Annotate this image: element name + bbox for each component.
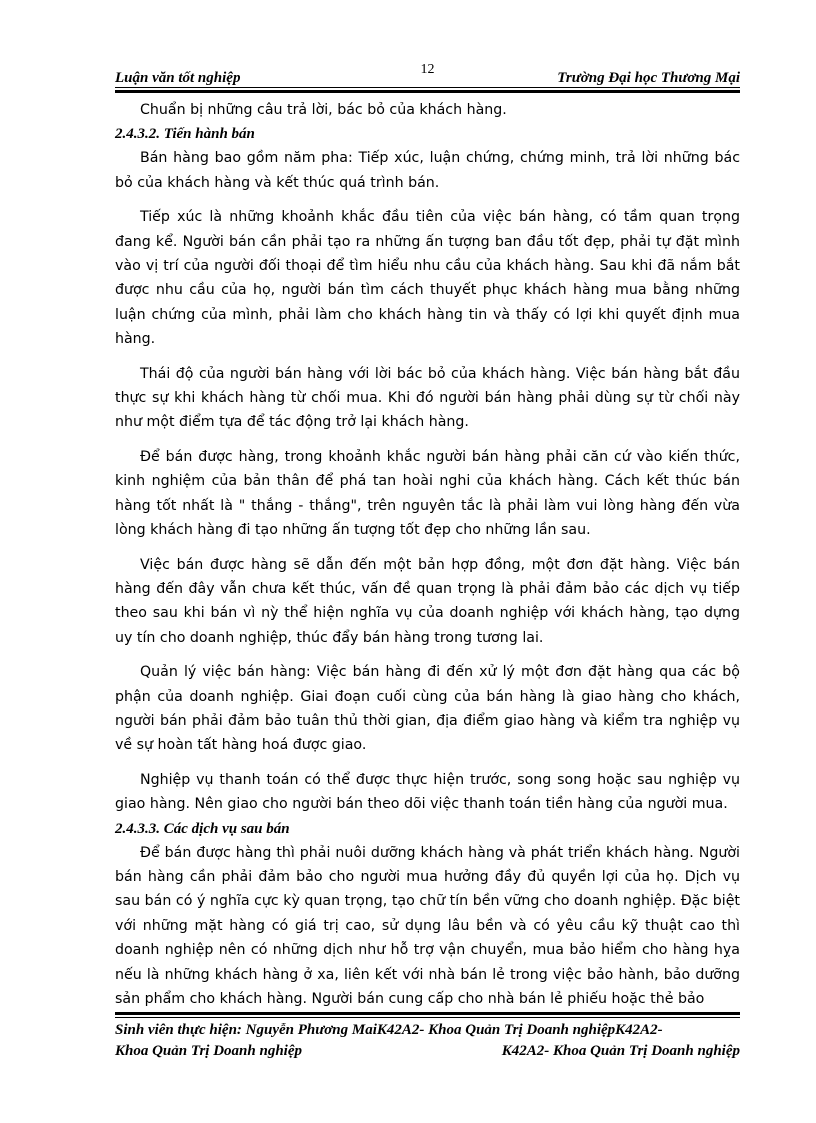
paragraph: Bán hàng bao gồm năm pha: Tiếp xúc, luận chứng, chứng minh, trả lời những bác bỏ của khách hàng và kết thúc quá trình bán. (115, 150, 740, 191)
paragraph: Nghiệp vụ thanh toán có thể được thực hiện trước, song song hoặc sau nghiệp vụ giao hàng. Nên giao cho người bán theo dõi việc thanh toán tiền hàng của người mua. (115, 771, 740, 813)
footer-divider (115, 1012, 740, 1018)
paragraph: Để bán được hàng thì phải nuôi dưỡng khách hàng và phát triển khách hàng. Người bán hàng cần phải đảm bảo cho người mua hưởng đầy đủ quyền lợi của họ. Dịch vụ sau bán có ý nghĩa cực kỳ quan trọng, tạo chữ tín bền vững cho doanh nghiệp. Đặc biệt với những mặt hàng có giá trị cao, sử dụng lâu bền và có yêu cầu kỹ thuật cao thì doanh nghiệp nên có những dịch như hỗ trợ vận chuyển, mua bảo hiểm cho hàng hỵa nếu là những khách hàng ở xa, liên kết với nhà bán lẻ trong việc bảo hành, bảo dưỡng sản phẩm cho khách hàng. Người bán cung cấp cho nhà bán lẻ phiếu hoặc thẻ bảo (115, 844, 740, 1007)
page-footer (115, 1020, 740, 1062)
intro-line: Chuẩn bị những câu trả lời, bác bỏ của khách hàng. (140, 102, 507, 118)
page-header (115, 62, 740, 90)
footer-line-2 (115, 1041, 740, 1062)
footer-line-1: Sinh viên thực hiện: Nguyễn Phương MaiK42A2- Khoa Quản Trị Doanh nghiệpK42A2- (115, 1022, 663, 1038)
footer-line-2-right: K42A2- Khoa Quản Trị Doanh nghiệp (501, 1043, 740, 1059)
paragraph: Thái độ của người bán hàng với lời bác bỏ của khách hàng. Việc bán hàng bắt đầu thực sự khi khách hàng từ chối mua. Khi đó người bán hàng phải dùng sự từ chối này như một điểm tựa để tác động trở lại khách hàng. (115, 365, 740, 431)
header-divider (115, 87, 740, 93)
paragraph: Quản lý việc bán hàng: Việc bán hàng đi đến xử lý một đơn đặt hàng qua các bộ phận của doanh nghiệp. Giai đoạn cuối cùng của bán hàng là giao hàng cho khách, người bán phải đảm bảo tuân thủ thời gian, địa điểm giao hàng và kiểm tra nghiệp vụ về sự hoàn tất hàng hoá được giao. (115, 664, 740, 754)
page-body (115, 98, 740, 1011)
section-heading-dich-vu-sau-ban: 2.4.3.3. Các dịch vụ sau bán (115, 820, 290, 837)
header-right-title: Trường Đại học Thương Mại (557, 70, 740, 86)
paragraph: Việc bán được hàng sẽ dẫn đến một bản hợp đồng, một đơn đặt hàng. Việc bán hàng đến đây vẫn chưa kết thúc, vấn đề quan trọng là phải đảm bảo các dịch vụ tiếp theo sau khi bán vì nỳ thể hiện nghĩa vụ của doanh nghiệp với khách hàng, tạo dựng uy tín cho doanh nghiệp, thúc đẩy bán hàng trong tương lai. (115, 556, 740, 646)
paragraph: Để bán được hàng, trong khoảnh khắc người bán hàng phải căn cứ vào kiến thức, kinh nghiệm của bản thân để phá tan hoài nghi của khách hàng. Cách kết thúc bán hàng tốt nhất là " thắng - thắng", trên nguyên tắc là phải làm vui lòng hàng đến vừa lòng khách hàng đi tạo những ấn tượng tốt đẹp cho những lần sau. (115, 448, 740, 539)
section-heading-tien-hanh-ban: 2.4.3.2. Tiến hành bán (115, 126, 255, 143)
paragraph: Tiếp xúc là những khoảnh khắc đầu tiên của việc bán hàng, có tầm quan trọng đang kể. Người bán cần phải tạo ra những ấn tượng ban đầu tốt đẹp, phải tự đặt mình vào vị trí của người đối thoại để tìm hiểu nhu cầu của khách hàng. Sau khi đã nắm bắt được nhu cầu của họ, người bán tìm cách thuyết phục khách hàng mua bằng những luận chứng của mình, phải làm cho khách hàng tin và thấy có lợi khi quyết định mua hàng. (115, 209, 740, 348)
footer-line-2-left: Khoa Quản Trị Doanh nghiệp (115, 1043, 303, 1059)
page-number: 12 (420, 62, 435, 77)
header-left-title: Luận văn tốt nghiệp (115, 70, 241, 86)
